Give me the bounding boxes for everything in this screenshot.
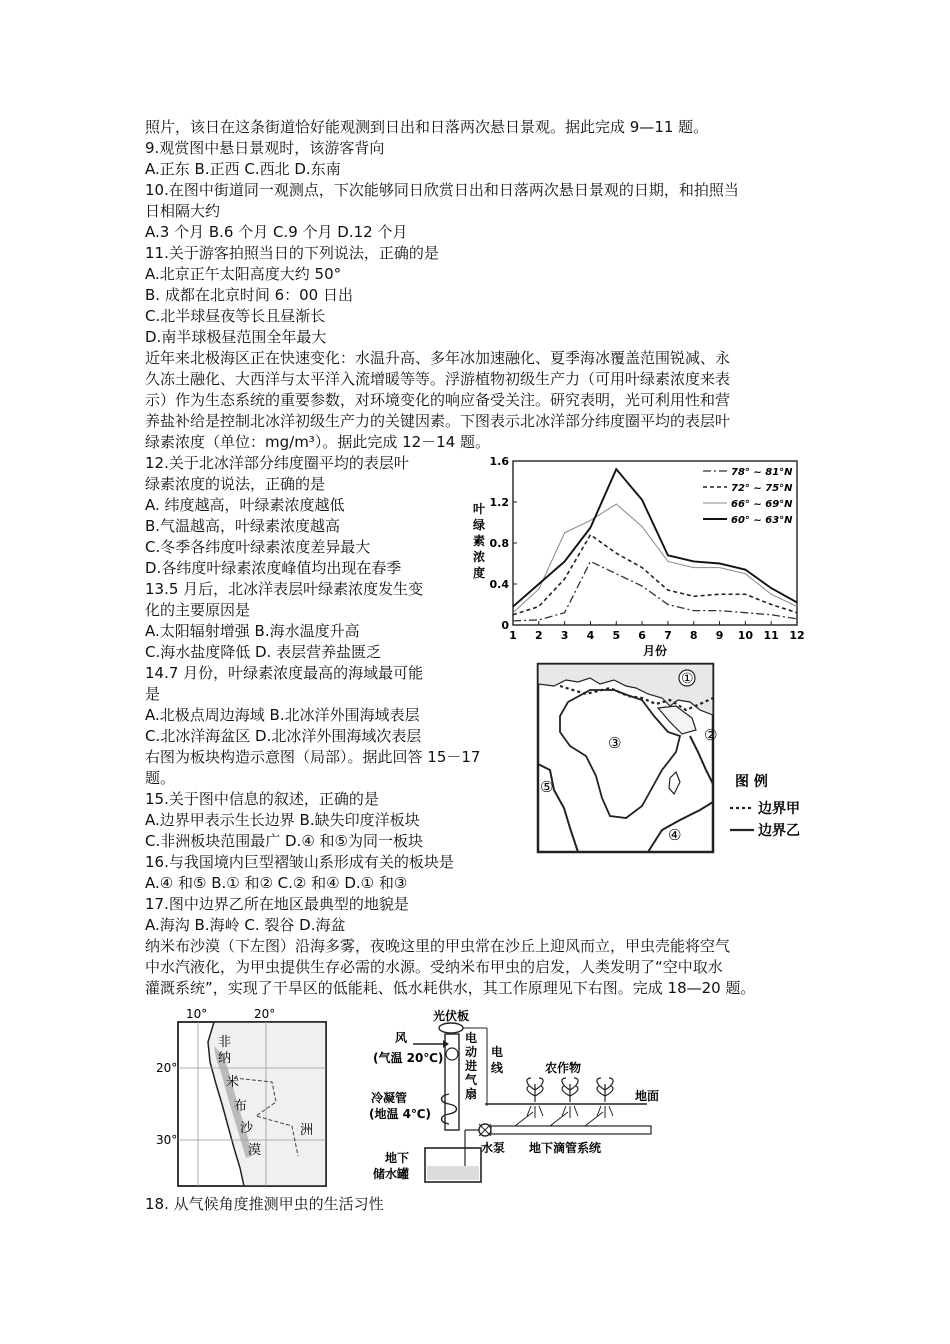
q15-options-ab: A.边界甲表示生长边界 B.缺失印度洋板块 — [145, 811, 420, 829]
crop-plant — [597, 1078, 613, 1102]
namib-intro-line: 中水汽液化，为甲虫提供生存必需的水源。受纳米布甲虫的启发，人类发明了“空中取水 — [145, 958, 723, 976]
label-drip-system: 地下滴管系统 — [529, 1141, 602, 1155]
label-zhou: 洲 — [300, 1123, 314, 1138]
label-condenser: 冷凝管 — [371, 1091, 408, 1105]
x-tick-label: 3 — [560, 629, 569, 642]
legend-label-4: 60° ~ 63°N — [731, 515, 793, 526]
plate-label-4: ④ — [668, 826, 682, 844]
q18-stem: 18. 从气候角度推测甲虫的生活习性 — [145, 1195, 384, 1213]
arctic-intro-line: 示）作为生态系统的重要参数，对环境变化的响应备受关注。研究表明，光可利用性和营 — [145, 391, 731, 409]
x-tick-label: 4 — [586, 629, 595, 642]
label-fan-4: 气 — [465, 1073, 478, 1087]
label-fan-2: 动 — [465, 1045, 478, 1059]
q17-stem: 17.图中边界乙所在地区最典型的地貌是 — [145, 895, 409, 913]
lat-30: 30° — [156, 1133, 178, 1147]
q12-option-a: A. 纬度越高，叶绿素浓度越低 — [145, 496, 345, 514]
legend-label-1: 78° ~ 81°N — [731, 467, 793, 478]
q11-stem: 11.关于游客拍照当日的下列说法，正确的是 — [145, 244, 439, 262]
label-air-temp: (气温 20℃) — [373, 1051, 444, 1065]
label-mi: 米 — [226, 1075, 240, 1090]
q15-options-cd: C.非洲板块范围最广 D.④ 和⑤为同一板块 — [145, 832, 423, 850]
q12-option-b: B.气温越高，叶绿素浓度越高 — [145, 517, 341, 535]
q15-stem: 15.关于图中信息的叙述，正确的是 — [145, 790, 379, 808]
label-solar-panel: 光伏板 — [433, 1009, 470, 1023]
plate-label-1: ① — [681, 671, 694, 687]
label-sha: 沙 — [240, 1121, 254, 1136]
lat-20: 20° — [156, 1061, 178, 1075]
label-bu: 布 — [234, 1099, 248, 1114]
x-tick-label: 6 — [638, 629, 646, 642]
namib-intro-line: 纳米布沙漠（下左图）沿海多雾，夜晚这里的甲虫常在沙丘上迎风而立，甲虫壳能将空气 — [145, 937, 731, 955]
label-fan-3: 进 — [465, 1059, 478, 1073]
arctic-intro-line: 近年来北极海区正在快速变化：水温升高、多年冰加速融化、夏季海冰覆盖范围锐减、永 — [145, 349, 731, 367]
label-pump: 水泵 — [481, 1141, 506, 1155]
arctic-intro-line: 久冻土融化、大西洋与太平洋入流增暖等等。浮游植物初级生产力（可用叶绿素浓度来表 — [145, 370, 731, 388]
q17-options: A.海沟 B.海岭 C. 裂谷 D.海盆 — [145, 916, 346, 934]
label-wire-2: 线 — [491, 1061, 504, 1075]
solar-panel-icon — [439, 1023, 463, 1033]
drip-arrow — [585, 1112, 603, 1126]
plate-label-3: ③ — [608, 734, 622, 752]
x-tick-label: 12 — [789, 629, 805, 642]
x-axis-label: 月份 — [642, 644, 668, 657]
plate-label-5: ⑤ — [540, 778, 554, 796]
arctic-intro-line: 绿素浓度（单位：mg/m³）。据此完成 12－14 题。 — [145, 433, 491, 451]
label-fan-1: 电 — [465, 1031, 478, 1045]
q12-stem: 12.关于北冰洋部分纬度圈平均的表层叶 — [145, 454, 409, 472]
q12-option-c: C.冬季各纬度叶绿素浓度差异最大 — [145, 538, 371, 556]
y-axis-label-char: 叶 — [472, 502, 486, 516]
q10-options: A.3 个月 B.6 个月 C.9 个月 D.12 个月 — [145, 223, 408, 241]
q13-stem-cont: 化的主要原因是 — [145, 601, 251, 619]
namib-desert-map — [152, 1006, 332, 1190]
y-axis-label-char: 绿 — [472, 518, 486, 532]
y-tick-label: 1.6 — [489, 455, 509, 468]
q10-stem: 10.在图中街道同一观测点，下次能够同日欣赏日出和日落两次悬日景观的日期，和拍照当 — [145, 181, 739, 199]
chart-legend — [703, 467, 793, 526]
roots — [527, 1106, 613, 1118]
arctic-intro-line: 养盐补给是控制北冰洋初级生产力的关键因素。下图表示北冰洋部分纬度圈平均的表层叶 — [145, 412, 731, 430]
drip-arrow — [550, 1112, 568, 1126]
legend-boundary-a: 边界甲 — [758, 801, 800, 817]
q14-options-cd: C.北冰洋海盆区 D.北冰洋外围海域次表层 — [145, 727, 422, 745]
tank-water — [427, 1166, 479, 1180]
label-wire-1: 电 — [491, 1045, 504, 1059]
chlorophyll-chart — [465, 447, 810, 657]
q11-option-b: B. 成都在北京时间 6：00 日出 — [145, 286, 353, 304]
drip-pipe — [491, 1126, 651, 1134]
q14-stem: 14.7 月份，叶绿素浓度最高的海域最可能 — [145, 664, 424, 682]
fan-icon — [446, 1048, 458, 1060]
crop-plant — [562, 1078, 578, 1102]
drip-arrow — [515, 1112, 533, 1126]
label-fan-5: 扇 — [465, 1087, 478, 1101]
x-tick-label: 11 — [763, 629, 779, 642]
label-tank-1: 地下 — [385, 1151, 410, 1165]
label-tank-2: 储水罐 — [373, 1167, 410, 1181]
legend-label-2: 72° ~ 75°N — [731, 483, 793, 494]
x-tick-label: 2 — [534, 629, 543, 642]
x-tick-label: 1 — [509, 629, 517, 642]
x-tick-label: 7 — [664, 629, 672, 642]
x-tick-label: 5 — [612, 629, 621, 642]
q10-stem-cont: 日相隔大约 — [145, 202, 221, 220]
y-tick-label: 1.2 — [489, 496, 509, 509]
x-tick-label: 8 — [689, 629, 698, 642]
q14-options-ab: A.北极点周边海域 B.北冰洋外围海域表层 — [145, 706, 420, 724]
q11-option-d: D.南半球极昼范围全年最大 — [145, 328, 327, 346]
series-line-2 — [513, 535, 797, 615]
lon-10: 10° — [186, 1007, 208, 1021]
q13-stem: 13.5 月后，北冰洋表层叶绿素浓度发生变 — [145, 580, 424, 598]
crop-plant — [527, 1078, 543, 1102]
q11-option-c: C.北半球昼夜等长且昼渐长 — [145, 307, 326, 325]
y-axis-label-char: 素 — [472, 534, 486, 548]
q13-options-cd: C.海水盐度降低 D. 表层营养盐匮乏 — [145, 643, 382, 661]
plate-intro-cont: 题。 — [145, 769, 176, 787]
y-axis-label-char: 浓 — [472, 550, 486, 564]
label-ground-temp: (地温 4℃) — [369, 1107, 432, 1121]
q9-options: A.正东 B.正西 C.西北 D.东南 — [145, 160, 341, 178]
label-mo: 漠 — [248, 1143, 262, 1158]
legend-label-3: 66° ~ 69°N — [731, 499, 793, 510]
x-tick-label: 9 — [715, 629, 724, 642]
label-wind: 风 — [395, 1031, 408, 1045]
legend-boundary-b: 边界乙 — [758, 823, 800, 839]
q13-options-ab: A.太阳辐射增强 B.海水温度升高 — [145, 622, 360, 640]
irrigation-diagram — [365, 1006, 665, 1190]
q11-option-a: A.北京正午太阳高度大约 50° — [145, 265, 342, 283]
y-tick-label: 0.4 — [489, 578, 509, 591]
q16-stem: 16.与我国境内巨型褶皱山系形成有关的板块是 — [145, 853, 454, 871]
intro-line: 照片，该日在这条街道恰好能观测到日出和日落两次悬日景观。据此完成 9—11 题。 — [145, 118, 709, 136]
plate-intro: 右图为板块构造示意图（局部）。据此回答 15－17 — [145, 748, 481, 766]
y-axis-label-char: 度 — [472, 566, 486, 580]
y-tick-label: 0 — [501, 619, 509, 632]
legend-title: 图 例 — [735, 774, 768, 790]
lon-20: 20° — [254, 1007, 276, 1021]
q12-stem-cont: 绿素浓度的说法，正确的是 — [145, 475, 326, 493]
label-na: 纳 — [218, 1051, 232, 1066]
label-fei: 非 — [218, 1035, 232, 1050]
plate-tectonics-map — [530, 660, 820, 858]
q12-option-d: D.各纬度叶绿素浓度峰值均出现在春季 — [145, 559, 402, 577]
plate-label-2: ② — [704, 726, 718, 744]
label-ground: 地面 — [635, 1089, 660, 1103]
label-crops: 农作物 — [545, 1061, 582, 1075]
q16-options: A.④ 和⑤ B.① 和② C.② 和④ D.① 和③ — [145, 874, 408, 892]
x-tick-label: 10 — [737, 629, 754, 642]
q9-stem: 9.观赏图中悬日景观时，该游客背向 — [145, 139, 385, 157]
q14-stem-cont: 是 — [145, 685, 161, 703]
y-tick-label: 0.8 — [489, 537, 509, 550]
namib-intro-line: 灌溉系统”，实现了干旱区的低能耗、低水耗供水，其工作原理见下右图。完成 18—20 题。 — [145, 979, 756, 997]
